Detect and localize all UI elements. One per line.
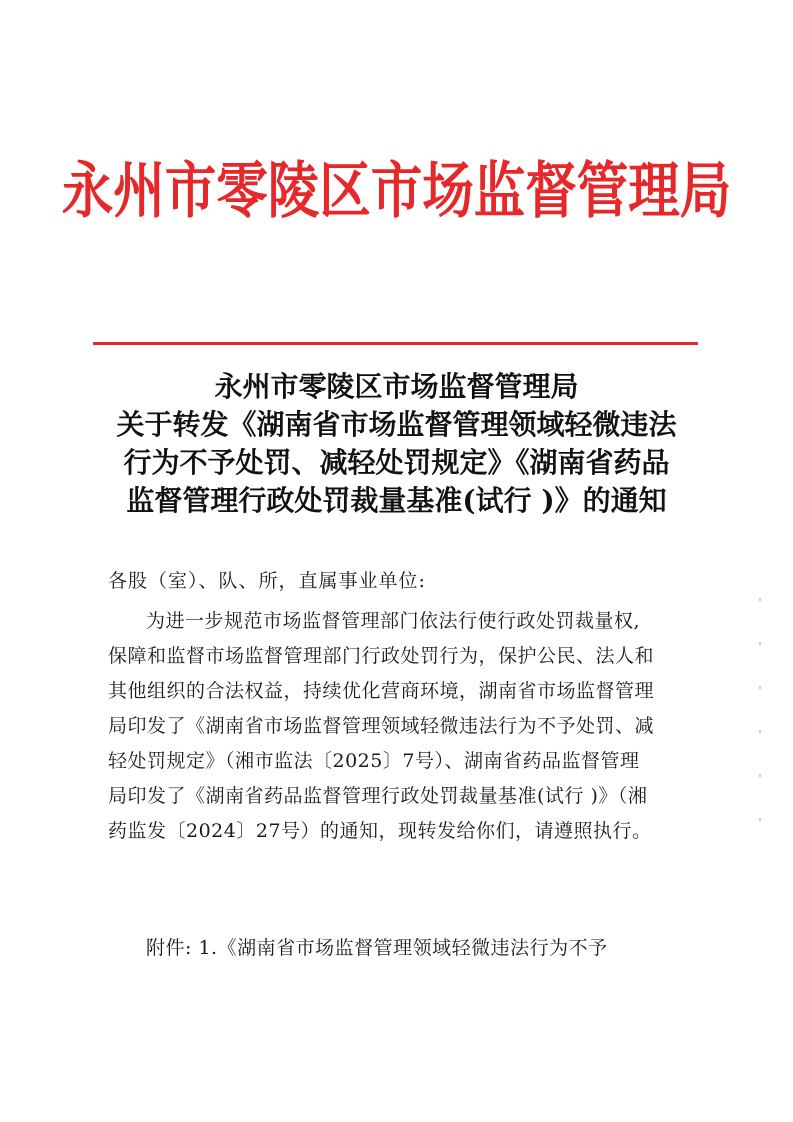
letterhead-organization-name: 永州市零陵区市场监督管理局 [61,155,732,227]
body-line: 局印发了《湖南省药品监督管理行政处罚裁量基准(试行 )》（湘 [108,785,648,807]
title-line: 行为不予处罚、减轻处罚规定》《湖南省药品 [123,446,670,479]
body-line: 其他组织的合法权益，持续优化营商环境，湖南省市场监督管理 [108,680,655,702]
scan-edge-marks [759,580,761,840]
letterhead-red-divider [93,342,698,345]
body-line: 保障和监督市场监督管理部门行政处罚行为，保护公民、法人和 [108,645,655,667]
body-paragraph [108,604,688,849]
body-line: 药监发〔2024〕27号）的通知，现转发给你们，请遵照执行。 [108,820,652,842]
title-line: 永州市零陵区市场监督管理局 [214,370,579,403]
document-title [60,368,733,520]
salutation: 各股（室）、队、所，直属事业单位: [108,570,426,592]
body-line: 轻处罚规定》（湘市监法〔2025〕7号）、湖南省药品监督管理 [108,750,640,772]
title-line: 监督管理行政处罚裁量基准(试行 )》的通知 [126,484,667,517]
attachment-line: 附件: 1.《湖南省市场监督管理领域轻微违法行为不予 [146,937,608,959]
title-line: 关于转发《湖南省市场监督管理领域轻微违法 [116,408,677,441]
body-line: 局印发了《湖南省市场监督管理领域轻微违法行为不予处罚、减 [108,715,655,737]
body-line: 为进一步规范市场监督管理部门依法行使行政处罚裁量权, [146,610,641,632]
